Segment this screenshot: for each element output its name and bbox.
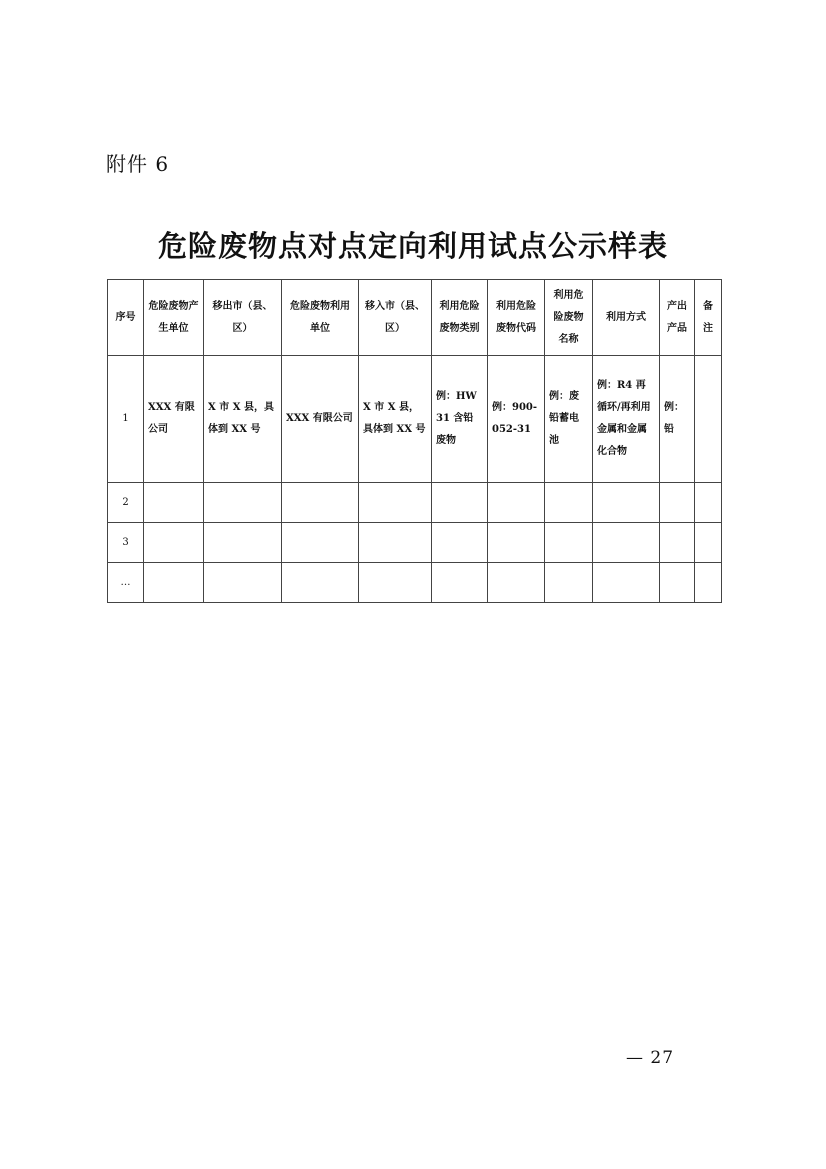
- cell-waste-name: [545, 563, 593, 603]
- table-row: [108, 356, 722, 483]
- cell-utilization-method: [593, 563, 660, 603]
- header-cell-utilization-method: 利用方式: [593, 280, 660, 356]
- cell-producer: [144, 563, 204, 603]
- cell-destination-city: X 市 X 县，具体到 XX 号: [359, 356, 432, 483]
- cell-seq: 3: [108, 523, 144, 563]
- header-cell-origin-city: 移出市（县、区）: [204, 280, 282, 356]
- cell-origin-city: [204, 483, 282, 523]
- cell-utilization-method: [593, 523, 660, 563]
- attachment-label: 附件 6: [106, 152, 170, 176]
- cell-waste-category: [432, 483, 488, 523]
- table-row: [108, 483, 722, 523]
- cell-utilizer: XXX 有限公司: [282, 356, 359, 483]
- cell-origin-city: [204, 523, 282, 563]
- header-cell-remarks: 备注: [695, 280, 722, 356]
- header-cell-producer: 危险废物产生单位: [144, 280, 204, 356]
- cell-destination-city: [359, 563, 432, 603]
- disclosure-table: [107, 279, 722, 603]
- cell-seq: 1: [108, 356, 144, 483]
- cell-waste-category: [432, 563, 488, 603]
- cell-waste-code: [488, 523, 545, 563]
- cell-utilization-method: 例：R4 再循环/再利用金属和金属化合物: [593, 356, 660, 483]
- cell-producer: XXX 有限公司: [144, 356, 204, 483]
- header-cell-waste-name: 利用危险废物名称: [545, 280, 593, 356]
- table-row: [108, 563, 722, 603]
- page-number: — 27: [626, 1048, 675, 1068]
- cell-product: [660, 563, 695, 603]
- cell-remarks: [695, 483, 722, 523]
- cell-utilizer: [282, 483, 359, 523]
- header-cell-waste-category: 利用危险废物类别: [432, 280, 488, 356]
- cell-waste-name: 例：废铅蓄电池: [545, 356, 593, 483]
- header-cell-product: 产出产品: [660, 280, 695, 356]
- header-cell-waste-code: 利用危险废物代码: [488, 280, 545, 356]
- cell-remarks: [695, 523, 722, 563]
- cell-waste-code: 例：900-052-31: [488, 356, 545, 483]
- header-cell-destination-city: 移入市（县、区）: [359, 280, 432, 356]
- header-cell-utilizer: 危险废物利用单位: [282, 280, 359, 356]
- cell-waste-category: [432, 523, 488, 563]
- header-cell-seq: 序号: [108, 280, 144, 356]
- cell-waste-code: [488, 483, 545, 523]
- cell-seq: 2: [108, 483, 144, 523]
- cell-waste-name: [545, 523, 593, 563]
- cell-remarks: [695, 563, 722, 603]
- cell-utilization-method: [593, 483, 660, 523]
- cell-seq: …: [108, 563, 144, 603]
- cell-utilizer: [282, 523, 359, 563]
- cell-destination-city: [359, 523, 432, 563]
- cell-remarks: [695, 356, 722, 483]
- cell-waste-category: 例：HW31 含铅废物: [432, 356, 488, 483]
- cell-product: 例：铅: [660, 356, 695, 483]
- cell-waste-name: [545, 483, 593, 523]
- cell-producer: [144, 523, 204, 563]
- cell-product: [660, 523, 695, 563]
- table-header-row: [108, 280, 722, 356]
- cell-waste-code: [488, 563, 545, 603]
- cell-utilizer: [282, 563, 359, 603]
- document-title: 危险废物点对点定向利用试点公示样表: [157, 229, 668, 263]
- cell-product: [660, 483, 695, 523]
- cell-producer: [144, 483, 204, 523]
- table-row: [108, 523, 722, 563]
- cell-origin-city: X 市 X 县，具体到 XX 号: [204, 356, 282, 483]
- cell-destination-city: [359, 483, 432, 523]
- cell-origin-city: [204, 563, 282, 603]
